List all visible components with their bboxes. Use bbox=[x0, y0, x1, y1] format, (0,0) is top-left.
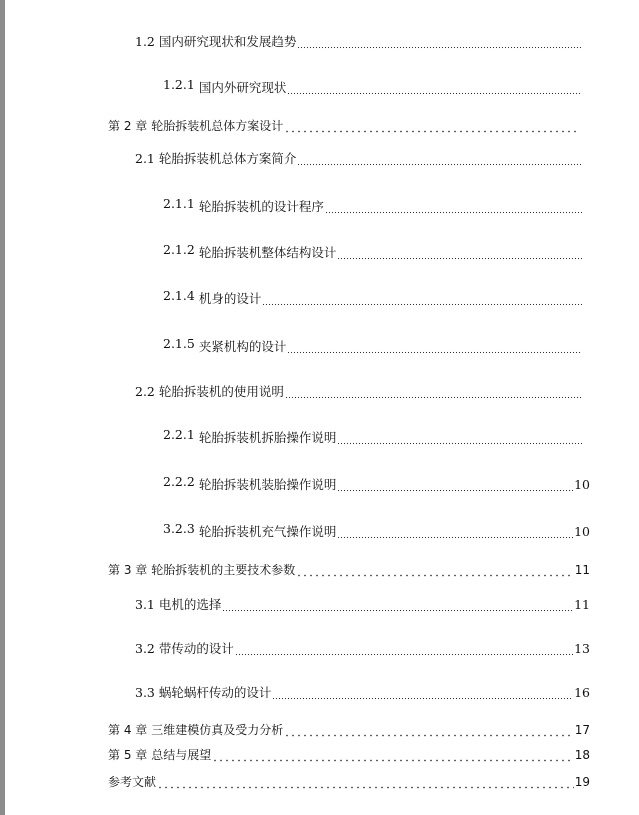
dot-leader bbox=[212, 746, 573, 764]
toc-title: 蜗轮蜗杆传动的设计 bbox=[158, 685, 272, 700]
dot-leader bbox=[337, 429, 582, 447]
toc-number: 第 4 章 bbox=[108, 723, 148, 737]
dot-leader bbox=[157, 773, 574, 791]
dot-leader bbox=[262, 290, 582, 308]
toc-entry[interactable] bbox=[163, 338, 583, 356]
toc-title: 三维建模仿真及受力分析 bbox=[151, 723, 284, 737]
dot-leader bbox=[235, 640, 573, 658]
toc-page: 10 bbox=[574, 524, 590, 539]
toc-number: 2.1 bbox=[135, 151, 155, 166]
toc-entry[interactable] bbox=[135, 640, 590, 658]
toc-number: 2.2.1 bbox=[163, 427, 195, 442]
toc-entry[interactable] bbox=[135, 33, 583, 51]
toc-title: 机身的设计 bbox=[198, 291, 262, 306]
dot-leader bbox=[325, 198, 582, 216]
toc-title: 总结与展望 bbox=[151, 748, 212, 762]
toc-page: 17 bbox=[574, 723, 590, 737]
toc-number: 2.2.2 bbox=[163, 474, 195, 489]
toc-number: 3.3 bbox=[135, 685, 155, 700]
toc-number: 3.2.3 bbox=[163, 521, 195, 536]
dot-leader bbox=[284, 721, 573, 739]
toc-entry[interactable] bbox=[108, 773, 590, 791]
dot-leader bbox=[272, 684, 573, 702]
toc-title: 国内外研究现状 bbox=[198, 80, 287, 95]
toc-title: 带传动的设计 bbox=[158, 641, 234, 656]
toc-number: 2.2 bbox=[135, 384, 155, 399]
toc-entry[interactable] bbox=[135, 383, 583, 401]
toc-number: 2.1.1 bbox=[163, 196, 195, 211]
page-edge bbox=[0, 0, 5, 815]
toc-number: 1.2.1 bbox=[163, 77, 195, 92]
toc-number: 2.1.5 bbox=[163, 336, 195, 351]
toc-title: 夹紧机构的设计 bbox=[198, 339, 287, 354]
toc-title: 轮胎拆装机装胎操作说明 bbox=[198, 477, 337, 492]
toc-number: 3.2 bbox=[135, 641, 155, 656]
toc-title: 参考文献 bbox=[108, 775, 157, 789]
toc-page: 18 bbox=[574, 748, 590, 762]
toc-entry[interactable] bbox=[108, 117, 581, 135]
dot-leader bbox=[297, 150, 582, 168]
dot-leader bbox=[296, 561, 573, 579]
dot-leader bbox=[287, 338, 582, 356]
toc-number: 3.1 bbox=[135, 597, 155, 612]
toc-entry[interactable] bbox=[135, 684, 590, 702]
dot-leader bbox=[287, 79, 582, 97]
toc-page: 10 bbox=[574, 477, 590, 492]
toc-page: 11 bbox=[574, 563, 590, 577]
toc-entry[interactable] bbox=[163, 198, 583, 216]
toc-page: 16 bbox=[574, 685, 590, 700]
toc-page: 19 bbox=[574, 775, 590, 789]
toc-page: 11 bbox=[574, 597, 590, 612]
toc-entry[interactable] bbox=[163, 244, 583, 262]
toc-title: 轮胎拆装机充气操作说明 bbox=[198, 524, 337, 539]
toc-entry[interactable] bbox=[163, 429, 583, 447]
toc-number: 1.2 bbox=[135, 34, 155, 49]
toc-title: 轮胎拆装机整体结构设计 bbox=[198, 245, 337, 260]
toc-number: 2.1.2 bbox=[163, 242, 195, 257]
dot-leader bbox=[337, 523, 573, 541]
toc-entry[interactable] bbox=[135, 150, 583, 168]
toc-number: 2.1.4 bbox=[163, 288, 195, 303]
dot-leader bbox=[222, 596, 573, 614]
dot-leader bbox=[337, 244, 582, 262]
dot-leader bbox=[337, 476, 573, 494]
toc-title: 轮胎拆装机的主要技术参数 bbox=[151, 563, 296, 577]
toc-title: 轮胎拆装机的使用说明 bbox=[158, 384, 284, 399]
toc-title: 轮胎拆装机的设计程序 bbox=[198, 199, 324, 214]
toc-title: 轮胎拆装机拆胎操作说明 bbox=[198, 430, 337, 445]
toc-number: 第 2 章 bbox=[108, 119, 148, 133]
toc-title: 轮胎拆装机总体方案设计 bbox=[151, 119, 284, 133]
toc-number: 第 5 章 bbox=[108, 748, 148, 762]
toc-entry[interactable] bbox=[163, 523, 590, 541]
toc-entry[interactable] bbox=[163, 476, 590, 494]
toc-entry[interactable] bbox=[108, 746, 590, 764]
toc-title: 国内研究现状和发展趋势 bbox=[158, 34, 297, 49]
toc-entry[interactable] bbox=[163, 290, 583, 308]
toc-entry[interactable] bbox=[108, 561, 590, 579]
toc-title: 电机的选择 bbox=[158, 597, 222, 612]
toc-page: 13 bbox=[574, 641, 590, 656]
toc-entry[interactable] bbox=[135, 596, 590, 614]
dot-leader bbox=[285, 383, 582, 401]
dot-leader bbox=[284, 117, 580, 135]
toc-number: 第 3 章 bbox=[108, 563, 148, 577]
toc-entry[interactable] bbox=[108, 721, 590, 739]
toc-entry[interactable] bbox=[163, 79, 583, 97]
toc-title: 轮胎拆装机总体方案简介 bbox=[158, 151, 297, 166]
dot-leader bbox=[297, 33, 582, 51]
